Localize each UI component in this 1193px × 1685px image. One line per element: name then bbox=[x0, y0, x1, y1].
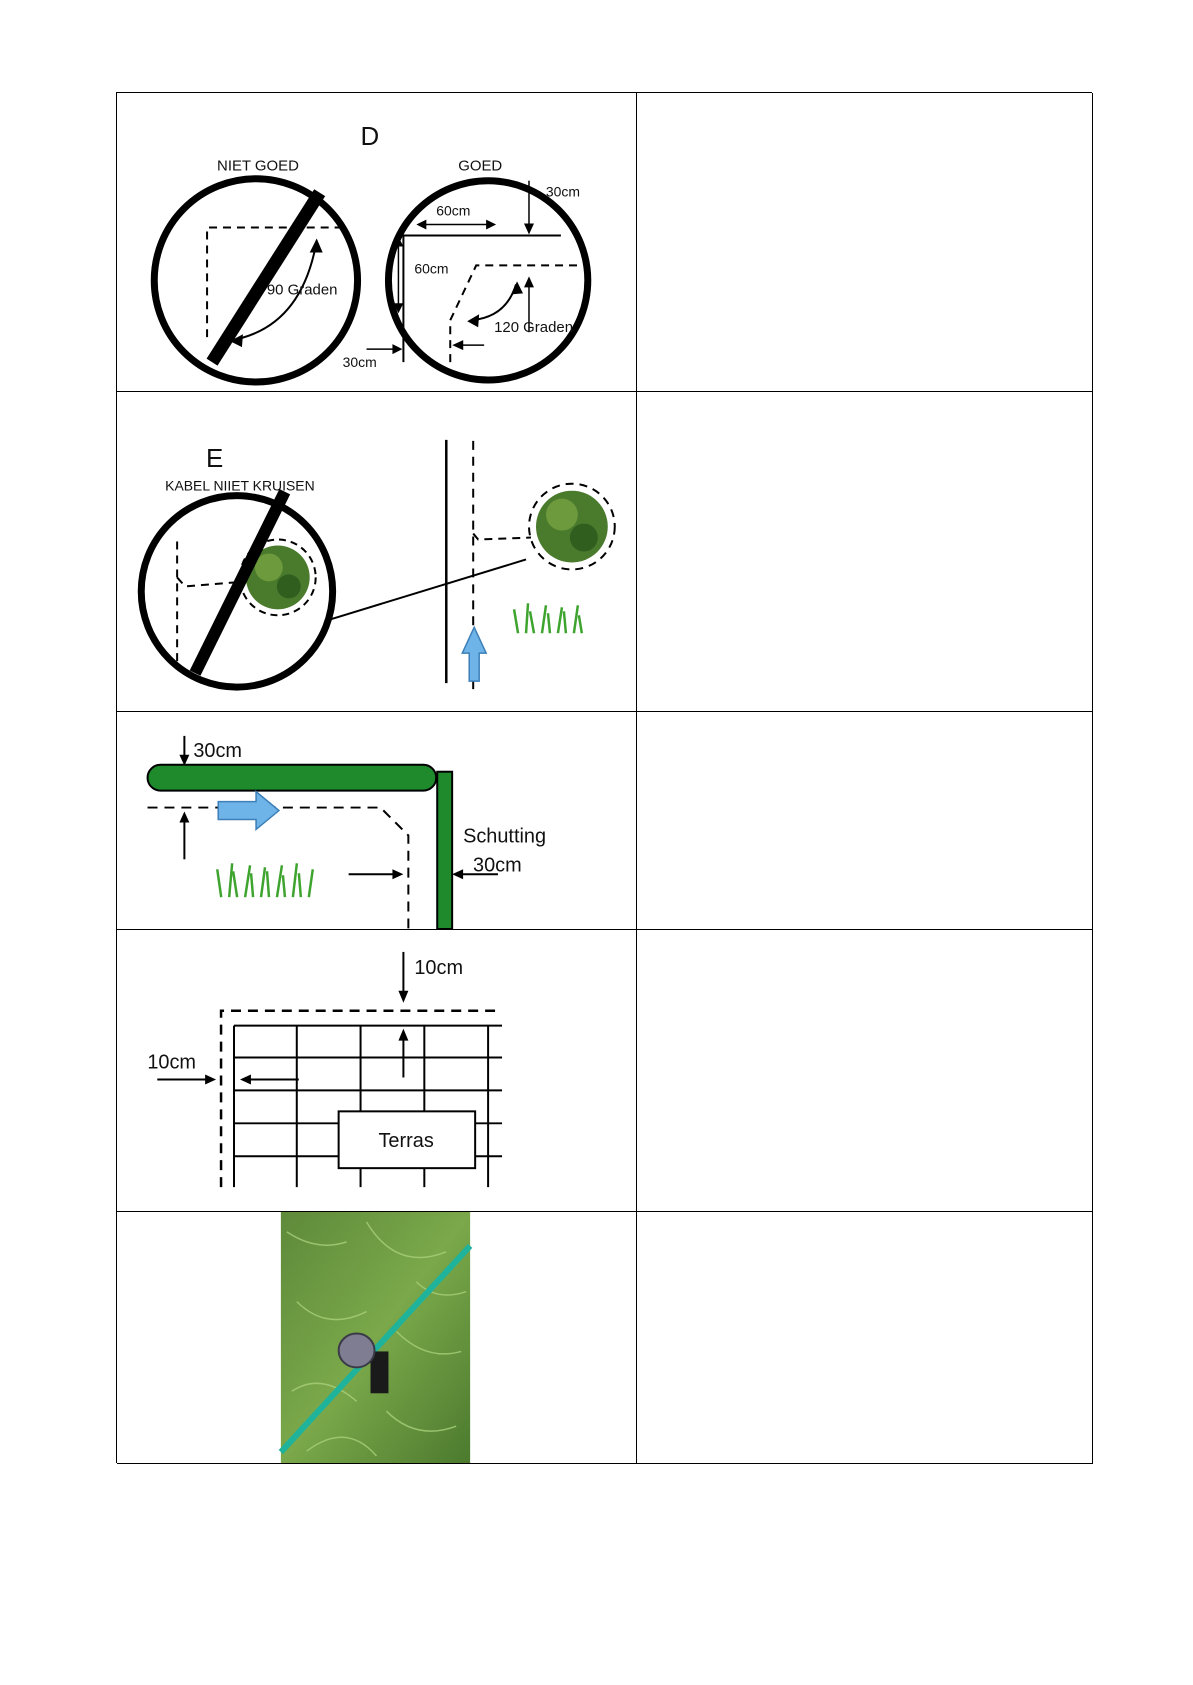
grass-icon bbox=[217, 863, 313, 897]
row2-figure-cell bbox=[117, 392, 637, 712]
grass-icon bbox=[514, 603, 582, 633]
fence-label: Schutting bbox=[463, 825, 547, 848]
dim-bottom: 30cm bbox=[342, 354, 377, 371]
diagram-fence bbox=[117, 712, 636, 929]
angle-label-bad: 90 Graden bbox=[266, 281, 338, 299]
row4-figure-cell bbox=[117, 930, 637, 1212]
row4-text-cell bbox=[637, 930, 1093, 1212]
hedge-bar bbox=[148, 765, 437, 791]
row5-figure-cell bbox=[117, 1212, 637, 1464]
fence-post bbox=[437, 772, 452, 929]
direction-arrow-icon bbox=[462, 627, 486, 681]
good-circle bbox=[388, 181, 587, 380]
dim-side-30cm: 30cm bbox=[473, 854, 522, 877]
instruction-table bbox=[116, 92, 1092, 1463]
cable-path bbox=[148, 808, 409, 929]
row2-text-cell bbox=[637, 392, 1093, 712]
terrace-label: Terras bbox=[378, 1130, 434, 1153]
row1-figure-cell bbox=[117, 93, 637, 392]
heading-kabel-niet-kruisen: KABEL NIIET KRUISEN bbox=[165, 477, 315, 494]
diagram-d bbox=[117, 93, 636, 391]
dim-left-10cm: 10cm bbox=[147, 1051, 197, 1074]
peg-head bbox=[339, 1334, 375, 1368]
angle-label-good: 120 Graden bbox=[494, 319, 574, 337]
figure-letter-e: E bbox=[206, 444, 224, 473]
heading-goed: GOED bbox=[458, 157, 503, 175]
diagram-terrace bbox=[117, 930, 636, 1211]
row1-text-cell bbox=[637, 93, 1093, 392]
row3-figure-cell bbox=[117, 712, 637, 930]
prohibition-slash bbox=[212, 193, 320, 362]
diagram-e bbox=[117, 392, 636, 711]
direction-arrow-icon bbox=[218, 792, 279, 830]
dim-top-10cm: 10cm bbox=[414, 956, 464, 979]
row5-text-cell bbox=[637, 1212, 1093, 1464]
dim-vertical: 60cm bbox=[414, 260, 449, 277]
dim-top-30cm: 30cm bbox=[193, 739, 242, 762]
row3-text-cell bbox=[637, 712, 1093, 930]
dim-horizontal: 60cm bbox=[436, 202, 471, 219]
heading-niet-goed: NIET GOED bbox=[217, 157, 299, 175]
peg-photo bbox=[117, 1212, 636, 1463]
figure-letter-d: D bbox=[360, 122, 380, 151]
dim-top: 30cm bbox=[545, 183, 581, 200]
